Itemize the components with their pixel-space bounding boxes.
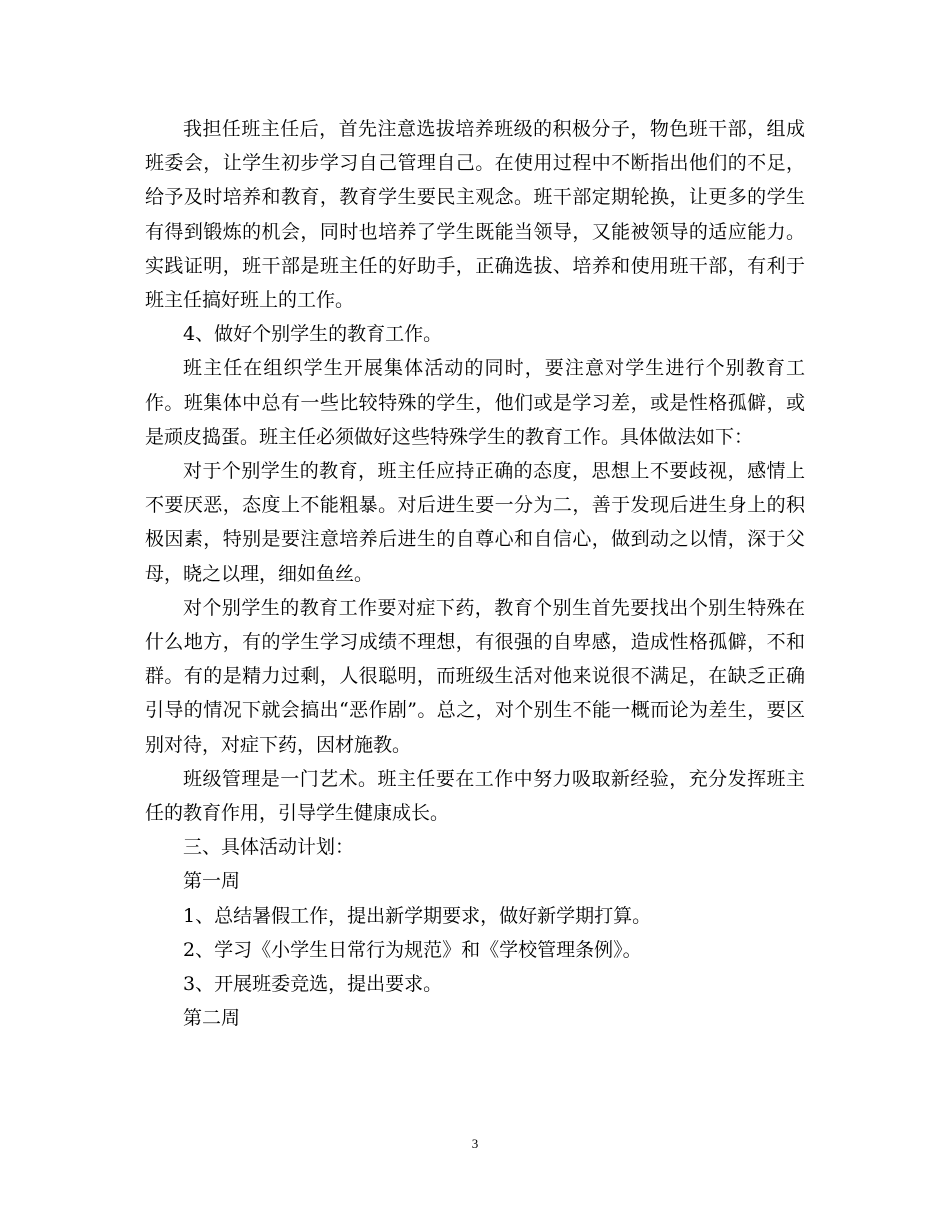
heading-individual-education: 4、做好个别学生的教育工作。 [183,323,443,346]
week-one-item-2: 2、学习《小学生日常行为规范》和《学校管理条例》。 [183,938,642,961]
heading-activity-plan: 三、具体活动计划： [183,836,355,859]
paragraph-attitude: 对于个别学生的教育，班主任应持正确的态度，思想上不要歧视，感情上不要厌恶，态度上不能粗暴。对后进生要一分为二，善于发现后进生身上的积极因素，特别是要注意培养后进生的自尊心和自信心，做到动之以情，深于父母，晓之以理，细如鱼丝。 [145,460,805,585]
week-one-item-1: 1、总结暑假工作，提出新学期要求，做好新学期打算。 [183,904,652,927]
week-one-item-3: 3、开展班委竞选，提出要求。 [183,973,443,996]
page-number: 3 [471,1136,479,1151]
week-two-heading: 第二周 [183,1007,241,1030]
week-one-heading: 第一周 [183,870,241,893]
paragraph-class-committee: 我担任班主任后，首先注意选拔培养班级的积极分子，物色班干部，组成班委会，让学生初步学习自己管理自己。在使用过程中不断指出他们的不足，给予及时培养和教育，教育学生要民主观念。班干部定期轮换，让更多的学生有得到锻炼的机会，同时也培养了学生既能当领导，又能被领导的适应能力。实践证明，班干部是班主任的好助手，正确选拔、培养和使用班干部，有利于班主任搞好班上的工作。 [145,118,805,312]
document-body [145,112,805,1035]
paragraph-special-students: 班主任在组织学生开展集体活动的同时，要注意对学生进行个别教育工作。班集体中总有一些比较特殊的学生，他们或是学习差，或是性格孤僻，或是顽皮捣蛋。班主任必须做好这些特殊学生的教育工作。具体做法如下： [145,357,805,448]
paragraph-class-management-art: 班级管理是一门艺术。班主任要在工作中努力吸取新经验，充分发挥班主任的教育作用，引导学生健康成长。 [145,767,805,825]
paragraph-targeted-education: 对个别学生的教育工作要对症下药，教育个别生首先要找出个别生特殊在什么地方，有的学生学习成绩不理想，有很强的自卑感，造成性格孤僻，不和群。有的是精力过剩，人很聪明，而班级生活对他来说很不满足，在缺乏正确引导的情况下就会搞出“恶作剧”。总之，对个别生不能一概而论为差生，要区别对待，对症下药，因材施教。 [145,596,805,756]
